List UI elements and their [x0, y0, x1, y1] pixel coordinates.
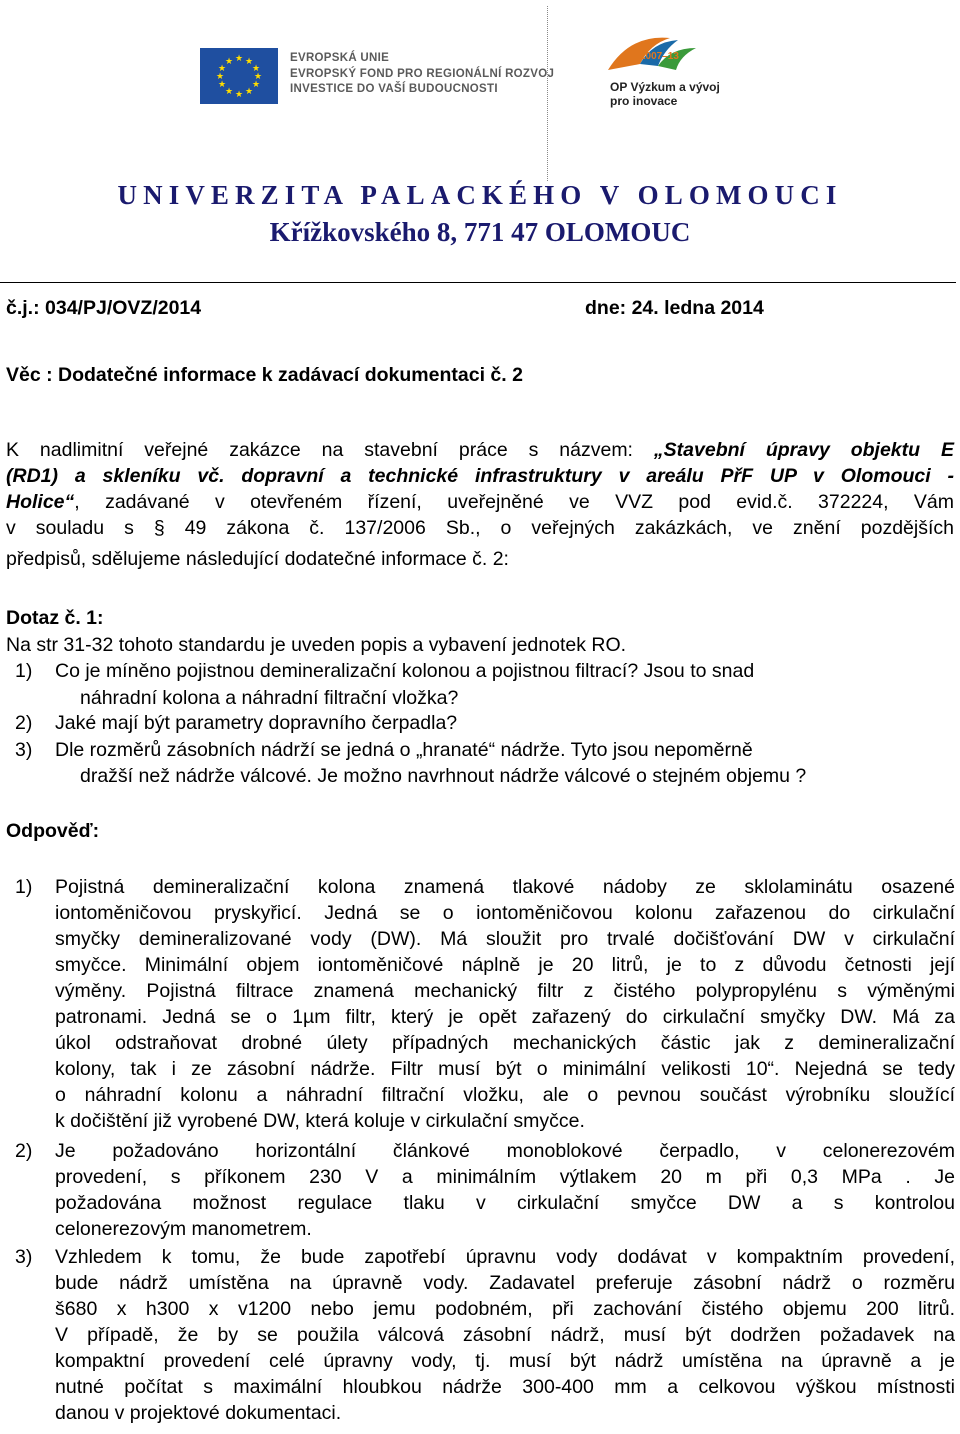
answer-line: smyčce. Minimální objem iontoměničové náplně je 20 litrů, je to z důvodu četnosti její	[55, 954, 955, 976]
answer-line: bude nádrž umístěna na úpravně vody. Zadavatel preferuje zásobní nádrž o rozměru	[55, 1272, 955, 1294]
question-heading: Dotaz č. 1:	[6, 607, 104, 629]
op-years: 2007–13	[640, 51, 679, 62]
contract-title-cont: (RD1) a skleníku vč. dopravní a technické infrastruktury v areálu PřF UP v Olomouci -	[6, 465, 954, 487]
answer-heading: Odpověď:	[6, 820, 100, 842]
header-rule	[0, 282, 956, 283]
contract-title-end: Holice“	[6, 491, 75, 513]
contract-title: „Stavební úpravy objektu E	[653, 439, 954, 461]
svg-text:★: ★	[244, 57, 254, 67]
svg-text:★: ★	[234, 90, 244, 100]
intro-text: , zadávané v otevřeném řízení, uveřejněné ve VVZ pod evid.č. 372224, Vám	[74, 491, 954, 513]
answer-line: V případě, že by se použila válcová zásobní nádrž, musí být dodržen požadavek na	[55, 1324, 955, 1346]
answer-line: smyčky demineralizované vody (DW). Má sloužit pro trvalé dočišťování DW v cirkulační	[55, 928, 955, 950]
answer-line: iontoměničovou pryskyřicí. Jedná se o iontoměničovou kolonu zařazenou do cirkulační	[55, 902, 955, 924]
svg-text:★: ★	[217, 64, 227, 74]
question-number: 3)	[15, 739, 33, 761]
answer-number: 3)	[15, 1246, 33, 1268]
eu-stars-icon	[200, 48, 278, 104]
answer-3-text	[55, 1244, 955, 1426]
university-name: UNIVERZITA PALACKÉHO V OLOMOUCI	[117, 180, 843, 210]
answer-line: provedení, s příkonem 230 V a minimálním výtlakem 20 m při 0,3 MPa . Je	[55, 1166, 955, 1188]
intro-line-5: předpisů, sdělujeme následující dodatečné informace č. 2:	[6, 548, 509, 570]
svg-text:★: ★	[251, 64, 261, 74]
question-number: 2)	[15, 712, 33, 734]
answer-line: kompaktní provedení celé úpravny vody, tj. musí být nádrž umístěna na úpravně a je	[55, 1350, 955, 1372]
svg-text:★: ★	[253, 72, 263, 82]
header-divider	[547, 6, 548, 181]
answer-line: požadována možnost regulace tlaku v cirkulační smyčce DW a s kontrolou	[55, 1192, 955, 1214]
question-line: Dle rozměrů zásobních nádrží se jedná o „hranaté“ nádrže. Tyto jsou nepoměrně	[55, 739, 753, 761]
reference-number: č.j.: 034/PJ/OVZ/2014	[6, 297, 202, 319]
answer-line: výměny. Pojistná filtrace znamená mechanický filtr z čistého polypropylénu s výměnými	[55, 980, 955, 1002]
intro-line-1	[6, 437, 954, 463]
op-logo-text	[610, 51, 720, 108]
eu-logo-line: EVROPSKÁ UNIE	[290, 52, 390, 64]
answer-1-text	[55, 874, 955, 1134]
answer-line: Vzhledem k tomu, že bude zapotřebí úpravnu vody dodávat v kompaktním provedení,	[55, 1246, 955, 1268]
answer-line: celonerezovým manometrem.	[55, 1218, 312, 1240]
answer-number: 2)	[15, 1140, 33, 1162]
subject-line: Věc : Dodatečné informace k zadávací dokumentaci č. 2	[6, 364, 523, 386]
answer-line: k dočištění již vyrobené DW, která koluje v cirkulační smyčce.	[55, 1110, 585, 1132]
answer-number: 1)	[15, 876, 33, 898]
answer-line: š680 x h300 x v1200 nebo jemu podobném, při zachování čistého objemu 200 litrů.	[55, 1298, 955, 1320]
answer-line: Je požadováno horizontální článkové monoblokové čerpadlo, v celonerezovém	[55, 1140, 955, 1162]
answer-line: Pojistná demineralizační kolona znamená tlakové nádoby ze sklolaminátu osazené	[55, 876, 955, 898]
eu-logo-line: INVESTICE DO VAŠÍ BUDOUCNOSTI	[290, 83, 498, 95]
intro-line-4: v souladu s § 49 zákona č. 137/2006 Sb., o veřejných zakázkách, ve znění pozdějších	[6, 517, 954, 539]
eu-logo-line: EVROPSKÝ FOND PRO REGIONÁLNÍ ROZVOJ	[290, 67, 555, 80]
svg-text:★: ★	[224, 87, 234, 97]
answer-line: danou v projektové dokumentaci.	[55, 1402, 342, 1424]
answer-line: kolony, tak i ze zásobní nádrže. Filtr musí být o minimální velikosti 10“. Nejedná se tedy	[55, 1058, 955, 1080]
svg-text:★: ★	[234, 54, 244, 64]
question-lead: Na str 31-32 tohoto standardu je uveden popis a vybavení jednotek RO.	[6, 634, 627, 656]
intro-text: K nadlimitní veřejné zakázce na stavební práce s názvem:	[6, 439, 654, 461]
svg-text:★: ★	[251, 80, 261, 90]
answer-2-text	[55, 1138, 955, 1242]
answer-line: patronami. Jedná se o 1µm filtr, který je opět zařazený do cirkulační smyčky DW. Má za	[55, 1006, 955, 1028]
op-subtitle: pro inovace	[610, 94, 678, 108]
eu-logo-text	[290, 51, 554, 98]
question-number: 1)	[15, 660, 33, 682]
question-line: náhradní kolona a náhradní filtrační vložka?	[80, 687, 459, 709]
svg-text:★: ★	[217, 80, 227, 90]
svg-text:★: ★	[215, 72, 225, 82]
question-line: Jaké mají být parametry dopravního čerpadla?	[55, 712, 458, 734]
answer-line: úkol odstraňovat drobné úlety případných mechanických částic jak z demineralizační	[55, 1032, 955, 1054]
document-date: dne: 24. ledna 2014	[585, 297, 764, 319]
answer-line: o náhradní kolonu a náhradní filtrační vložku, ale o pevnou součást výrobníku sloužící	[55, 1084, 955, 1106]
answer-line: nutné počítat s maximální hloubkou nádrže 300-400 mm a celkovou výškou místnosti	[55, 1376, 955, 1398]
op-title: OP Výzkum a vývoj	[610, 80, 720, 94]
question-line: Co je míněno pojistnou demineralizační kolonou a pojistnou filtrací? Jsou to snad	[55, 660, 755, 682]
svg-text:★: ★	[224, 57, 234, 67]
question-line: dražší než nádrže válcové. Je možno navrhnout nádrže válcové o stejném objemu ?	[80, 765, 807, 787]
svg-text:★: ★	[244, 87, 254, 97]
intro-line-3	[6, 489, 954, 515]
university-address: Křížkovského 8, 771 47 OLOMOUC	[269, 217, 691, 247]
eu-flag-logo	[200, 48, 278, 104]
